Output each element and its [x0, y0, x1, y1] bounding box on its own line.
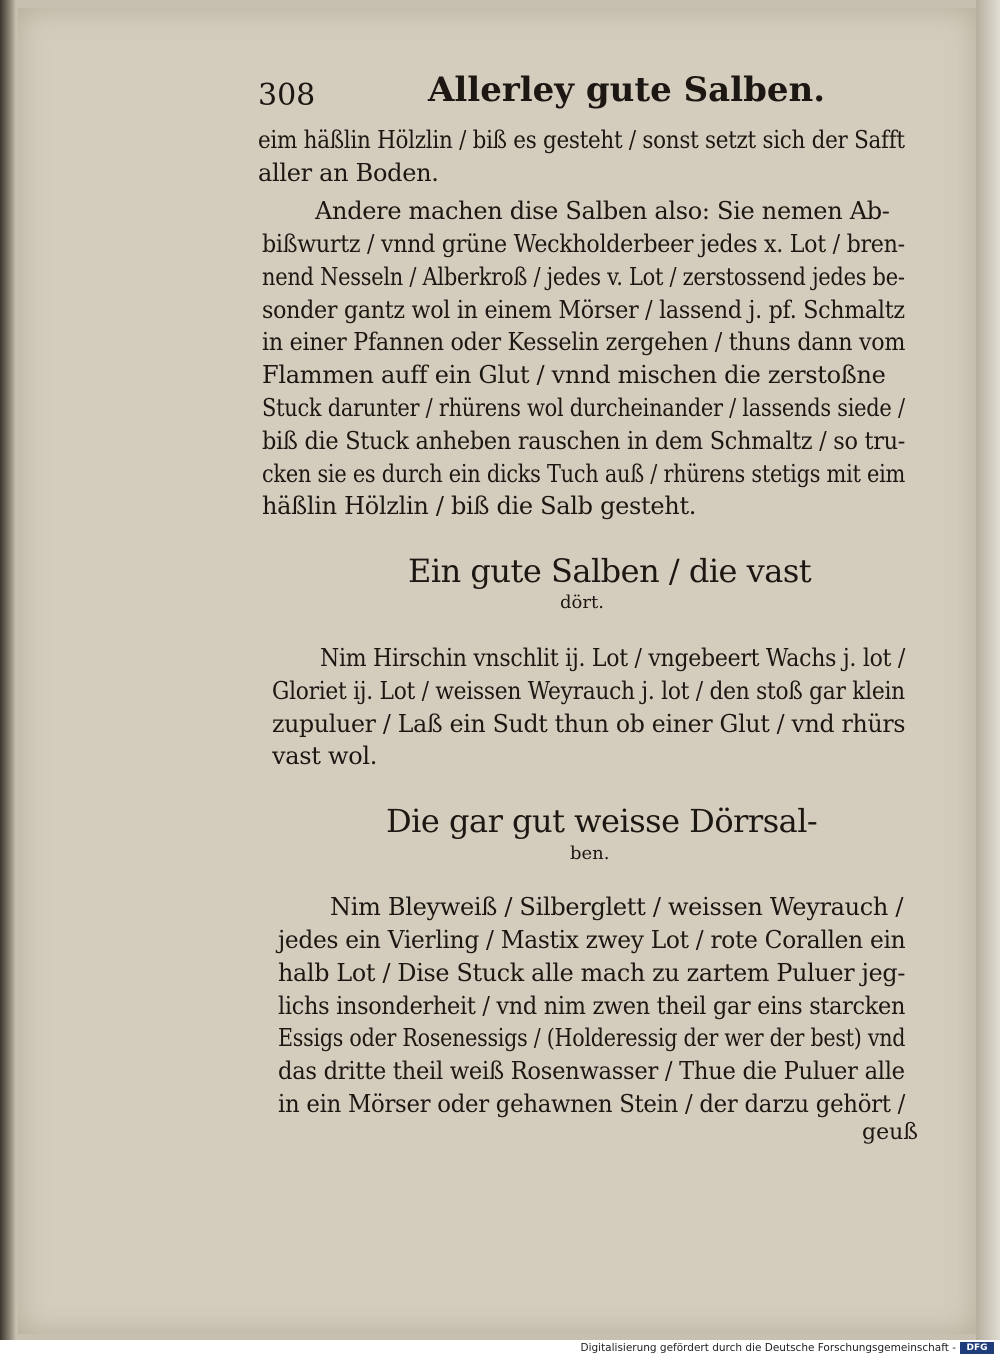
text-line: biß die Stuck anheben rauschen in dem Schmaltz / so tru-: [262, 427, 906, 455]
text-line: halb Lot / Dise Stuck alle mach zu zartem Puluer jeg-: [278, 959, 906, 987]
text-line: Nim Bleyweiß / Silberglett / weissen Weyrauch /: [330, 893, 904, 921]
text-line: Nim Hirschin vnschlit ij. Lot / vngebeert Wachs j. lot /: [320, 644, 906, 672]
text-line: Andere machen dise Salben also: Sie nemen Ab-: [315, 197, 890, 225]
text-line: aller an Boden.: [258, 159, 439, 187]
catchword: geuß: [862, 1120, 918, 1145]
section-heading-continuation: ben.: [570, 843, 610, 864]
text-line: Flammen auff ein Glut / vnnd mischen die zerstoßne: [262, 361, 886, 389]
running-title: Allerley gute Salben.: [428, 70, 826, 110]
text-line: Stuck darunter / rhürens wol durcheinander / lassends siede /: [262, 394, 905, 422]
text-line: häßlin Hölzlin / biß die Salb gesteht.: [262, 492, 697, 520]
text-line: zupuluer / Laß ein Sudt thun ob einer Glut / vnd rhürs: [272, 710, 906, 738]
section-heading: Die gar gut weisse Dörrsal-: [386, 802, 818, 840]
section-heading: Ein gute Salben / die vast: [408, 552, 812, 590]
text-line: cken sie es durch ein dicks Tuch auß / rhürens stetigs mit eim: [262, 460, 906, 488]
text-line: in einer Pfannen oder Kesselin zergehen / thuns dann vom: [262, 328, 906, 356]
text-line: in ein Mörser oder gehawnen Stein / der darzu gehört /: [278, 1090, 905, 1118]
text-line: nend Nesseln / Alberkroß / jedes v. Lot / zerstossend jedes be-: [262, 263, 905, 291]
text-line: jedes ein Vierling / Mastix zwey Lot / rote Corallen ein: [278, 926, 906, 954]
text-line: bißwurtz / vnnd grüne Weckholderbeer jedes x. Lot / bren-: [262, 230, 905, 258]
text-line: eim häßlin Hölzlin / biß es gesteht / sonst setzt sich der Safft: [258, 126, 905, 154]
footer-bar: [0, 1340, 1000, 1357]
book-gutter-shadow: [0, 0, 16, 1340]
text-line: Gloriet ij. Lot / weissen Weyrauch j. lot / den stoß gar klein: [272, 677, 905, 705]
text-line: lichs insonderheit / vnd nim zwen theil gar eins starcken: [278, 992, 906, 1020]
text-line: sonder gantz wol in einem Mörser / lassend j. pf. Schmaltz: [262, 296, 905, 324]
dfg-logo: DFG: [960, 1342, 994, 1354]
page-number: 308: [258, 78, 316, 113]
text-line: Essigs oder Rosenessigs / (Holderessig der wer der best) vnd: [278, 1024, 906, 1052]
text-line: vast wol.: [272, 742, 378, 770]
funding-credit: Digitalisierung gefördert durch die Deutsche Forschungsgemeinschaft -: [580, 1342, 956, 1354]
text-line: das dritte theil weiß Rosenwasser / Thue die Puluer alle: [278, 1057, 905, 1085]
section-heading-continuation: dört.: [560, 592, 604, 613]
page-right-edge: [976, 0, 1000, 1340]
